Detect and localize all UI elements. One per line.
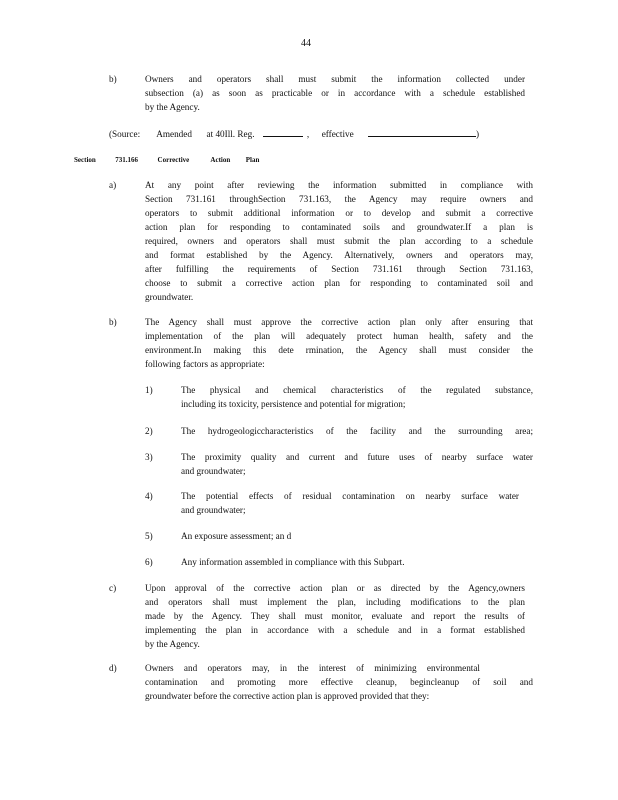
text-line: and groundwater;: [181, 466, 246, 476]
source-effective: effective: [321, 129, 354, 139]
section-word: Section: [74, 156, 96, 164]
subsection-c-text: [145, 581, 525, 651]
text-line: The potential effects of residual contamination on nearby surface water: [181, 491, 519, 501]
text-line: groundwater.: [145, 292, 194, 302]
text-line: Owners and operators may, in the interest of minimizing environmental: [145, 663, 480, 673]
text-line: Any information assembled in compliance with this Subpart.: [181, 557, 405, 567]
subsection-a-text: [145, 178, 533, 304]
source-prefix: (Source:: [109, 129, 141, 139]
text-line: required, owners and operators shall must submit the plan according to a schedule: [145, 236, 533, 246]
text-line: operators to submit additional information or to develop and submit a corrective: [145, 208, 533, 218]
subsection-d-text: [145, 661, 533, 703]
item-5-label: 5): [145, 531, 153, 541]
text-line: contamination and promoting more effective cleanup, begincleanup of soil and: [145, 677, 533, 687]
text-line: subsection (a) as soon as practicable or in accordance with a schedule established: [145, 88, 525, 98]
subsection-c-label: c): [109, 583, 117, 593]
item-1-label: 1): [145, 385, 153, 395]
text-line: An exposure assessment; an d: [181, 531, 292, 541]
source-close: ): [475, 129, 480, 139]
text-line: The physical and chemical characteristics of the regulated substance,: [181, 385, 533, 395]
source-comma: ,: [306, 129, 310, 139]
text-line: The hydrogeologiccharacteristics of the facility and the surrounding area;: [181, 426, 533, 436]
section-title-plan: Plan: [245, 156, 260, 164]
text-line: made by the Agency. They shall must monitor, evaluate and report the results of: [145, 611, 525, 621]
text-line: by the Agency.: [145, 102, 200, 112]
text-line: groundwater before the corrective action plan is approved provided that they:: [145, 691, 430, 701]
item-6-text: [181, 555, 533, 569]
text-line: following factors as appropriate:: [145, 359, 265, 369]
item-4-text: [181, 489, 519, 517]
subsection-b-top-text: [145, 72, 525, 114]
subsection-a-label: a): [109, 180, 117, 190]
page-number: 44: [301, 38, 311, 49]
item-4-label: 4): [145, 491, 153, 501]
text-line: after fulfilling the requirements of Section 731.161 through Section 731.163,: [145, 264, 533, 274]
item-3-label: 3): [145, 452, 153, 462]
source-amended: Amended: [156, 129, 192, 139]
source-note: [109, 127, 479, 141]
register-blank-line: [263, 127, 303, 137]
text-line: Owners and operators shall must submit the information collected under: [145, 74, 525, 84]
text-line: environment.In making this dete rmination, the Agency shall must consider the: [145, 345, 533, 355]
subsection-d-label: d): [109, 663, 117, 673]
subsection-b-text: [145, 315, 533, 371]
item-2-label: 2): [145, 426, 153, 436]
text-line: and operators shall must implement the plan, including modifications to the plan: [145, 597, 525, 607]
item-5-text: [181, 529, 533, 543]
section-number: 731.166: [115, 156, 139, 164]
subsection-b-top-label: b): [109, 74, 117, 84]
text-line: and groundwater;: [181, 505, 246, 515]
text-line: The proximity quality and current and future uses of nearby surface water: [181, 452, 533, 462]
item-6-label: 6): [145, 557, 153, 567]
section-title-corrective: Corrective: [157, 156, 190, 164]
text-line: Section 731.161 throughSection 731.163, the Agency may require owners and: [145, 194, 533, 204]
effective-blank-line: [368, 127, 476, 137]
item-3-text: [181, 450, 533, 478]
text-line: and format established by the Agency. Alternatively, owners and operators may,: [145, 250, 533, 260]
text-line: by the Agency.: [145, 639, 200, 649]
text-line: At any point after reviewing the information submitted in compliance with: [145, 180, 533, 190]
text-line: including its toxicity, persistence and potential for migration;: [181, 399, 406, 409]
item-2-text: [181, 424, 533, 438]
section-heading: [74, 153, 259, 167]
section-title-action: Action: [210, 156, 231, 164]
subsection-b-label: b): [109, 317, 117, 327]
text-line: implementation of the plan will adequately protect human health, safety and the: [145, 331, 533, 341]
source-register: at 40Ill. Reg.: [206, 129, 255, 139]
item-1-text: [181, 383, 533, 411]
text-line: choose to submit a corrective action plan for responding to contaminated soil and: [145, 278, 533, 288]
text-line: implementing the plan in accordance with a schedule and in a format established: [145, 625, 525, 635]
text-line: The Agency shall must approve the corrective action plan only after ensuring that: [145, 317, 533, 327]
text-line: action plan for responding to contaminated soils and groundwater.If a plan is: [145, 222, 533, 232]
text-line: Upon approval of the corrective action plan or as directed by the Agency,owners: [145, 583, 525, 593]
